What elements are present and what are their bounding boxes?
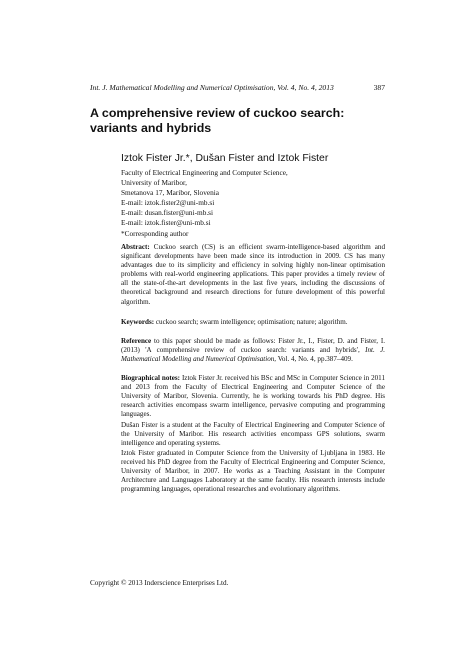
biography-text: Iztok Fister Jr. received his BSc and MSc in Computer Science in 2011 and 2013 from the Faculty of Electrical Engineering and Computer Science of the University of Maribor, Slovenia. Currently, he is working towards his PhD degree. His research activities encompass swarm intelligence, pervasive computing and programming languages. xyxy=(121,374,385,419)
paper-title xyxy=(90,106,390,136)
affiliation-line: Smetanova 17, Maribor, Slovenia xyxy=(121,188,219,198)
email-line: E-mail: dusan.fister@uni-mb.si xyxy=(121,208,214,218)
copyright-footer: Copyright © 2013 Inderscience Enterprises Ltd. xyxy=(90,579,229,587)
affiliation-line: University of Maribor, xyxy=(121,178,187,188)
biography-paragraph xyxy=(121,374,385,419)
corresponding-author-note: *Corresponding author xyxy=(121,228,189,238)
title-line-1: A comprehensive review of cuckoo search: xyxy=(90,106,345,120)
email-line: E-mail: iztok.fister2@uni-mb.si xyxy=(121,198,215,208)
reference-volume: Vol. 4, No. 4, pp.387–409. xyxy=(277,355,353,364)
abstract-text: Cuckoo search (CS) is an efficient swarm-intelligence-based algorithm and significant developments have been made since its introduction in 2009. CS has many advantages due to its simplicity and efficiency in solving highly non-linear optimisation problems with real-world engineering applications. This paper provides a timely review of all the state-of-the-art developments in the last five years, including the discussions of theoretical background and research directions for future development of this powerful algorithm. xyxy=(121,243,386,306)
keywords-label: Keywords: xyxy=(121,318,155,326)
abstract-label: Abstract: xyxy=(121,243,150,251)
biography-paragraph: Iztok Fister graduated in Computer Science from the University of Ljubljana in 1983. He received his PhD degree from the Faculty of Electrical Engineering and Computer Science, University of Maribor, in 2007. He works as a Teaching Assistant in the Computer Architecture and Languages Laboratory at the same faculty. His research interests include programming languages, operational researches and evolutionary algorithms. xyxy=(121,449,385,494)
keywords-text: cuckoo search; swarm intelligence; optimisation; nature; algorithm. xyxy=(155,318,348,326)
reference-label: Reference xyxy=(121,337,152,345)
biography-label: Biographical notes: xyxy=(121,374,181,382)
reference-journal: Int. J. Mathematical Modelling and Numerical Optimisation, xyxy=(121,346,385,364)
affiliation-block xyxy=(121,168,288,239)
abstract xyxy=(121,243,385,307)
citation-reference xyxy=(121,337,385,364)
affiliation-line: Faculty of Electrical Engineering and Computer Science, xyxy=(121,168,288,177)
biography-paragraph: Dušan Fister is a student at the Faculty of Electrical Engineering and Computer Science of the University of Maribor. His research activities encompass GPS solutions, swarm intelligence and operating systems. xyxy=(121,421,385,448)
reference-text: to this paper should be made as follows: Fister Jr., I., Fister, D. and Fister, I. (2013) 'A comprehensive review of cuckoo search: variants and hybrids', xyxy=(121,337,385,355)
title-line-2: variants and hybrids xyxy=(90,121,212,135)
author-list: Iztok Fister Jr.*, Dušan Fister and Iztok Fister xyxy=(121,153,329,164)
journal-citation: Int. J. Mathematical Modelling and Numerical Optimisation, Vol. 4, No. 4, 2013 xyxy=(90,83,334,92)
email-line: E-mail: iztok.fister@uni-mb.si xyxy=(121,218,211,228)
running-header xyxy=(90,83,385,92)
page-number: 387 xyxy=(373,83,385,92)
keywords xyxy=(121,318,385,327)
